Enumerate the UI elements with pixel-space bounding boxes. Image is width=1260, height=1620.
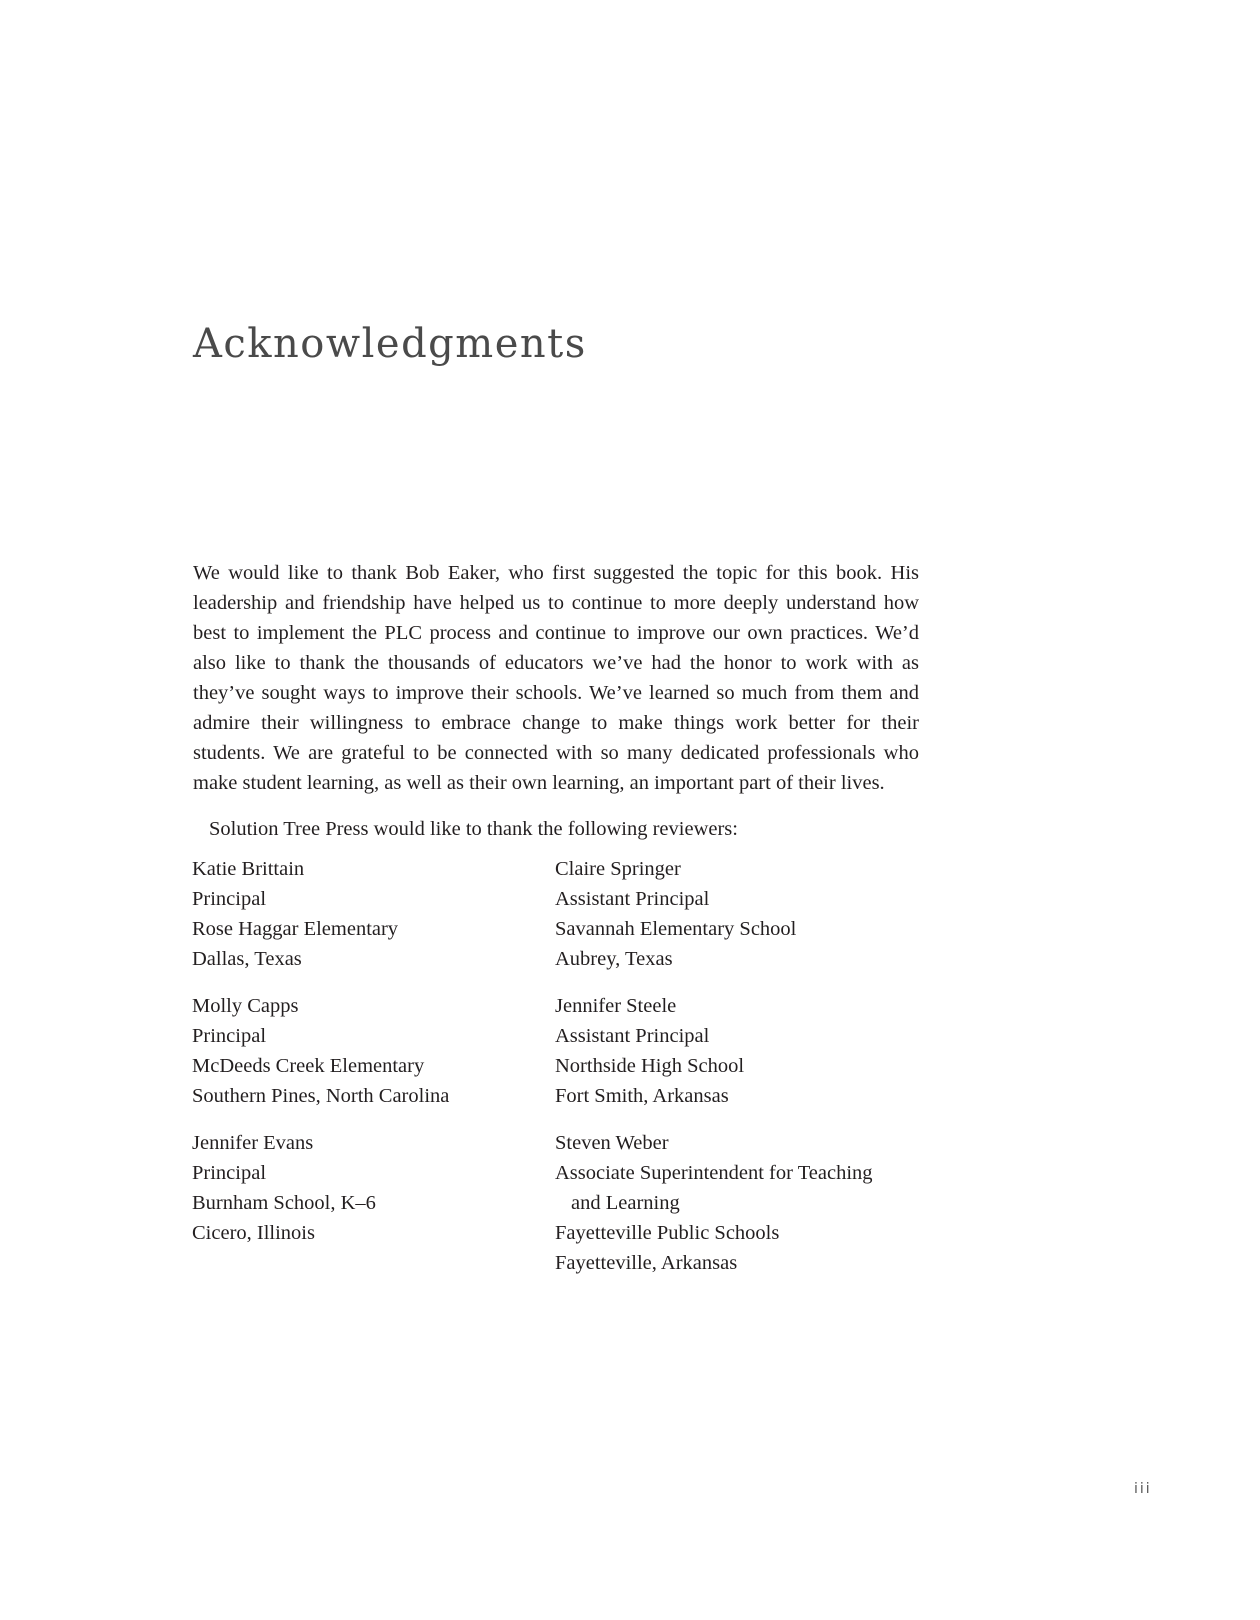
reviewer-title: Associate Superintendent for Teaching [555,1162,873,1184]
reviewer-name: Steven Weber [555,1132,669,1154]
reviewer-location: Fort Smith, Arkansas [555,1085,729,1107]
reviewer-title-continued: and Learning [571,1192,680,1214]
reviewer-title: Principal [192,1025,267,1047]
reviewer-entry [555,854,935,974]
reviewer-location: Fayetteville, Arkansas [555,1252,738,1274]
reviewers-right-column [555,854,935,1295]
reviewer-location: Southern Pines, North Carolina [192,1085,450,1107]
reviewer-title: Assistant Principal [555,888,710,910]
reviewer-name: Claire Springer [555,858,681,880]
reviewers-intro: Solution Tree Press would like to thank the following reviewers: [209,818,738,840]
reviewer-name: Jennifer Steele [555,995,677,1017]
reviewer-school: Northside High School [555,1055,745,1077]
page-title: Acknowledgments [193,321,587,367]
reviewer-school: Fayetteville Public Schools [555,1222,780,1244]
reviewer-entry [192,991,532,1111]
reviewer-school: Rose Haggar Elementary [192,918,399,940]
reviewer-entry [555,1128,935,1278]
reviewer-location: Dallas, Texas [192,948,302,970]
reviewers-left-column [192,854,532,1265]
reviewer-location: Aubrey, Texas [555,948,673,970]
reviewer-school: Savannah Elementary School [555,918,797,940]
reviewer-school: Burnham School, K–6 [192,1192,376,1214]
reviewer-entry [555,991,935,1111]
reviewer-name: Katie Brittain [192,858,305,880]
reviewer-entry [192,854,532,974]
reviewer-title: Principal [192,888,267,910]
reviewer-school: McDeeds Creek Elementary [192,1055,425,1077]
reviewer-title: Principal [192,1162,267,1184]
reviewer-name: Jennifer Evans [192,1132,314,1154]
intro-paragraph: We would like to thank Bob Eaker, who first suggested the topic for this book. His leadership and friendship have helped us to continue to more deeply understand how best to implement the PLC process and continue to improve our own practices. We’d also like to thank the thousands of educators we’ve had the honor to work with as they’ve sought ways to improve their schools. We’ve learned so much from them and admire their willingness to embrace change to make things work better for their students. We are grateful to be connected with so many dedicated professionals who make student learning, as well as their own learning, an important part of their lives. [193,562,919,794]
reviewer-title: Assistant Principal [555,1025,710,1047]
reviewer-entry [192,1128,532,1248]
page-number: iii [1134,1481,1152,1497]
reviewer-location: Cicero, Illinois [192,1222,315,1244]
reviewer-name: Molly Capps [192,995,299,1017]
